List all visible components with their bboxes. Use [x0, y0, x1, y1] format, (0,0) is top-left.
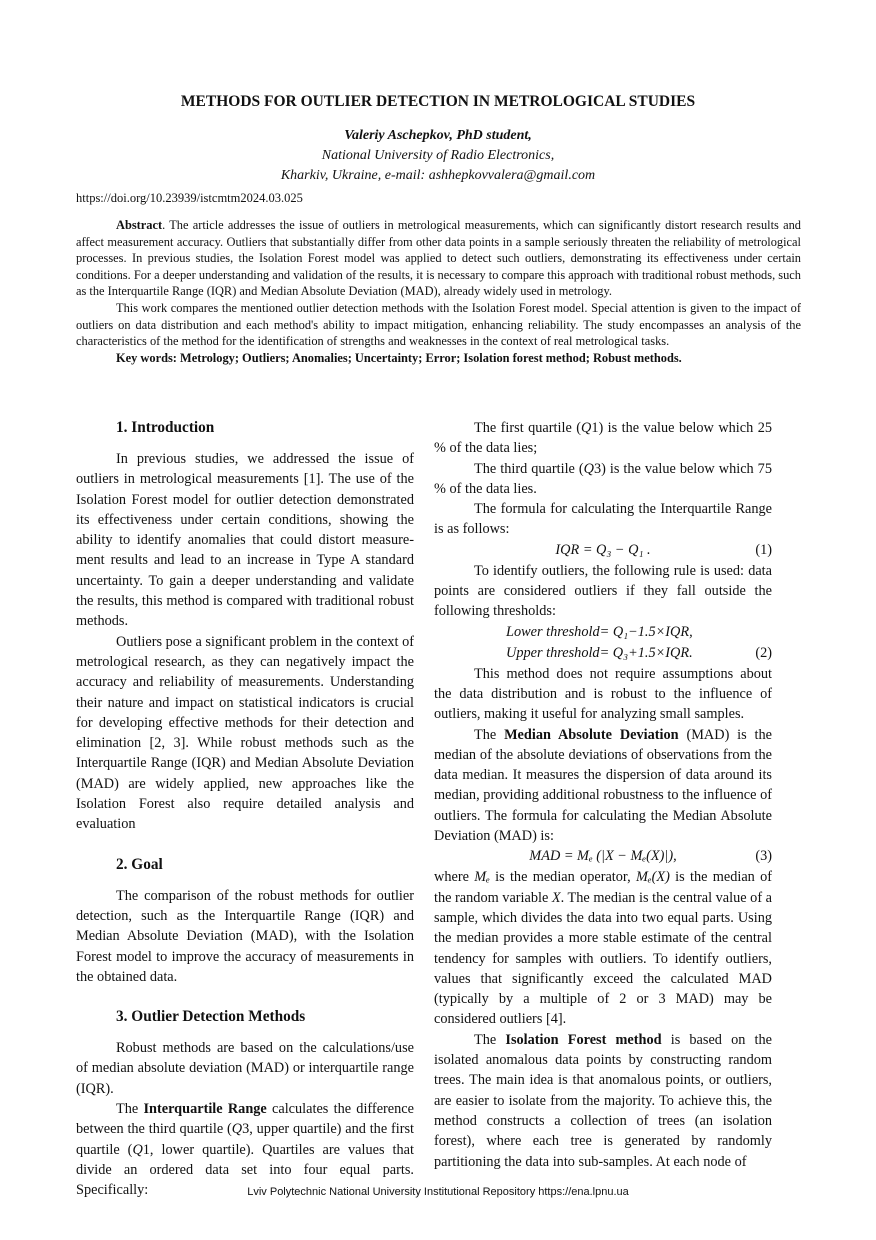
bold-text: Abstract [116, 218, 163, 232]
equation-body: Upper threshold= Q₃+1.5×IQR. [506, 644, 693, 661]
paragraph [434, 867, 772, 1029]
author-location: Kharkiv, Ukraine, e-mail: ashhepkovvalera@gmail.com [280, 168, 596, 183]
author-block [0, 126, 876, 186]
italic-text: Q [583, 460, 594, 477]
repository-footer: Lviv Polytechnic National University Institutional Repository https://ena.lpnu.ua [247, 1186, 629, 1198]
paragraph [76, 632, 414, 835]
equation [434, 540, 772, 561]
paragraph [434, 1030, 772, 1172]
text-run: The [474, 726, 505, 743]
paragraph [76, 1038, 414, 1099]
text-run: Robust methods are based on the calculations/use of median absolute deviation (MAD) or interquartile range (IQR). [76, 1040, 414, 1097]
text-run: 3) is the value below which 75 % of the data lies. [434, 460, 772, 497]
italic-text: Q [132, 1141, 143, 1158]
text-run: This method does not require assumptions about the data distribution and is robust to the influence of outliers, making it useful for analyzing small samples. [434, 665, 772, 723]
section-heading: 2. Goal [116, 855, 163, 873]
italic-text: X [551, 889, 561, 906]
italic-text: Q [231, 1121, 243, 1138]
text-run: The [116, 1101, 144, 1118]
section-heading: 1. Introduction [116, 419, 215, 436]
equation-number: (1) [755, 541, 772, 558]
doi-link[interactable]: https://doi.org/10.23939/istcmtm2024.03.025 [76, 191, 303, 205]
equation-number: (3) [755, 848, 772, 865]
paragraph [434, 418, 772, 459]
bold-text: Isolation Forest method [505, 1031, 662, 1048]
author-name: Valeriy Aschepkov, PhD student, [344, 128, 532, 143]
text-run: The [474, 1031, 506, 1048]
paragraph [76, 300, 801, 350]
abstract [76, 217, 801, 366]
paragraph [434, 459, 772, 500]
text-run: . The article addresses the issue of outliers in metrological measurements, which can significantly distort research results and affect measurement accuracy. Outliers that substantially differ from other data points in a sample seriously threaten the reliability of metrological processes. In previous studies, the Isolation Forest model was applied to detect such outliers, demonstrating its effectiveness under certain conditions. For a deeper understanding and validation of the results, it is necessary to compare this approach with traditional robust methods, such as the Interquartile Range (IQR) and Median Absolute Deviation (MAD), already widely used in metrology. [76, 218, 801, 299]
bold-text: Interquartile Range [143, 1101, 267, 1118]
text-run: Outliers pose a significant problem in the context of metrological research, as they can negatively impact the accuracy and reliability of measurements. Understanding their nature and impact on statistical indicators is crucial for developing effective methods for their detection and elimination [2, 3]. While robust methods such as the Interquartile Range (IQR) and Median Absolute Deviation (MAD) are widely applied, new approaches like the Isolation Forest also require detailed analysis and evaluation [76, 633, 414, 833]
text-run: 1) is the value below which 25 % of the data lies; [434, 420, 772, 457]
paragraph [76, 350, 801, 367]
text-run: calculates the difference between the third quartile ( [76, 1101, 414, 1138]
equation [434, 622, 772, 643]
text-run: The formula for calculating the Interquartile Range is as follows: [434, 501, 772, 538]
text-run: To identify outliers, the following rule is used: data points are considered outliers if they fall outside the following thresholds: [434, 562, 772, 620]
text-run: . The median is the central value of a sample, which divides the data into two equal parts. Using the median provides a more stable estimate of the central tendency for samples with outliers. To identify outliers, values that significantly exceed the calculated MAD (typically by a multiple of 2 or 3 MAD) may be considered outliers [4]. [434, 889, 773, 1028]
section-heading: 3. Outlier Detection Methods [116, 1008, 306, 1026]
paragraph [434, 499, 772, 540]
text-run: 3, upper quartile) and the first quartile ( [76, 1121, 415, 1158]
paragraph [76, 449, 414, 632]
equation [434, 846, 772, 867]
text-run: is the median of the random variable [434, 869, 773, 906]
text-run: This work compares the mentioned outlier detection methods with the Isolation Forest model. Special attention is given to the impact of outliers on data distribution and each method's ability to impact mitigation, enhancing reliability. The study encompasses an analysis of the characteristics of the method for the identification of strengths and weaknesses in the context of real metrological tasks. [76, 300, 801, 349]
author-affiliation: National University of Radio Electronics, [321, 148, 555, 163]
paragraph [434, 561, 772, 622]
equation-body: IQR = Q₃ − Q₁ . [555, 541, 651, 558]
text-run: The first quartile ( [474, 420, 581, 436]
paragraph [76, 886, 414, 987]
text-run: is the median operator, [489, 869, 636, 886]
paragraph [76, 217, 801, 300]
text-run: The third quartile ( [474, 460, 584, 477]
text-run: is based on the isolated anomalous data points by constructing random trees. The main idea is that anomalous points, or outliers, are easier to isolate from the majority. To achieve this, the method constructs a collection of trees (an isolation forest), where each tree is generated by randomly partitioning the data into sub-samples. At each node of [434, 1031, 772, 1170]
text-run: In previous studies, we addressed the issue of outliers in metrological measurements [1]. The use of the Isolation Forest model for outlier detection demonstrated its effectiveness under certain conditions, showing the ability to identify anomalies that could distort measurement results and lead to an increase in Type A standard uncertainty. To gain a deeper understanding and validate the results, this method is compared with traditional robust methods. [76, 451, 414, 630]
bold-text: Key words: Metrology; Outliers; Anomalies; Uncertainty; Error; Isolation forest method; Robust methods. [116, 350, 682, 365]
equation-body: Lower threshold= Q₁−1.5×IQR, [506, 623, 693, 640]
text-run: (MAD) is the median of the absolute deviations of observations from the data median. It measures the dispersion of data around its median, providing additional robustness to the influence of outliers. The formula for calculating the Median Absolute Deviation (MAD) is: [434, 726, 772, 845]
text-run: where [434, 869, 475, 886]
equation [434, 643, 772, 664]
equation-number: (2) [755, 644, 772, 661]
right-column [434, 418, 772, 1172]
equation-body: MAD = Mₑ (|X − Mₑ(X)|), [529, 848, 677, 865]
italic-text: Mₑ [474, 869, 490, 886]
italic-text: Mₑ(X) [635, 869, 670, 886]
bold-text: Median Absolute Deviation [504, 726, 679, 743]
text-run: The comparison of the robust methods for outlier detection, such as the Interquartile Range (IQR) and Median Absolute Deviation (MAD), with the Isolation Forest model to improve the accuracy of measurements in the obtained data. [76, 887, 414, 985]
paragraph [434, 725, 772, 847]
left-column [76, 418, 414, 1201]
italic-text: Q [581, 420, 592, 436]
paragraph [434, 664, 772, 725]
text-run: 1, lower quartile). Quartiles are values that divide an ordered data set into four equal parts. Specifically: [76, 1141, 414, 1199]
paper-title: METHODS FOR OUTLIER DETECTION IN METROLOGICAL STUDIES [180, 93, 696, 110]
